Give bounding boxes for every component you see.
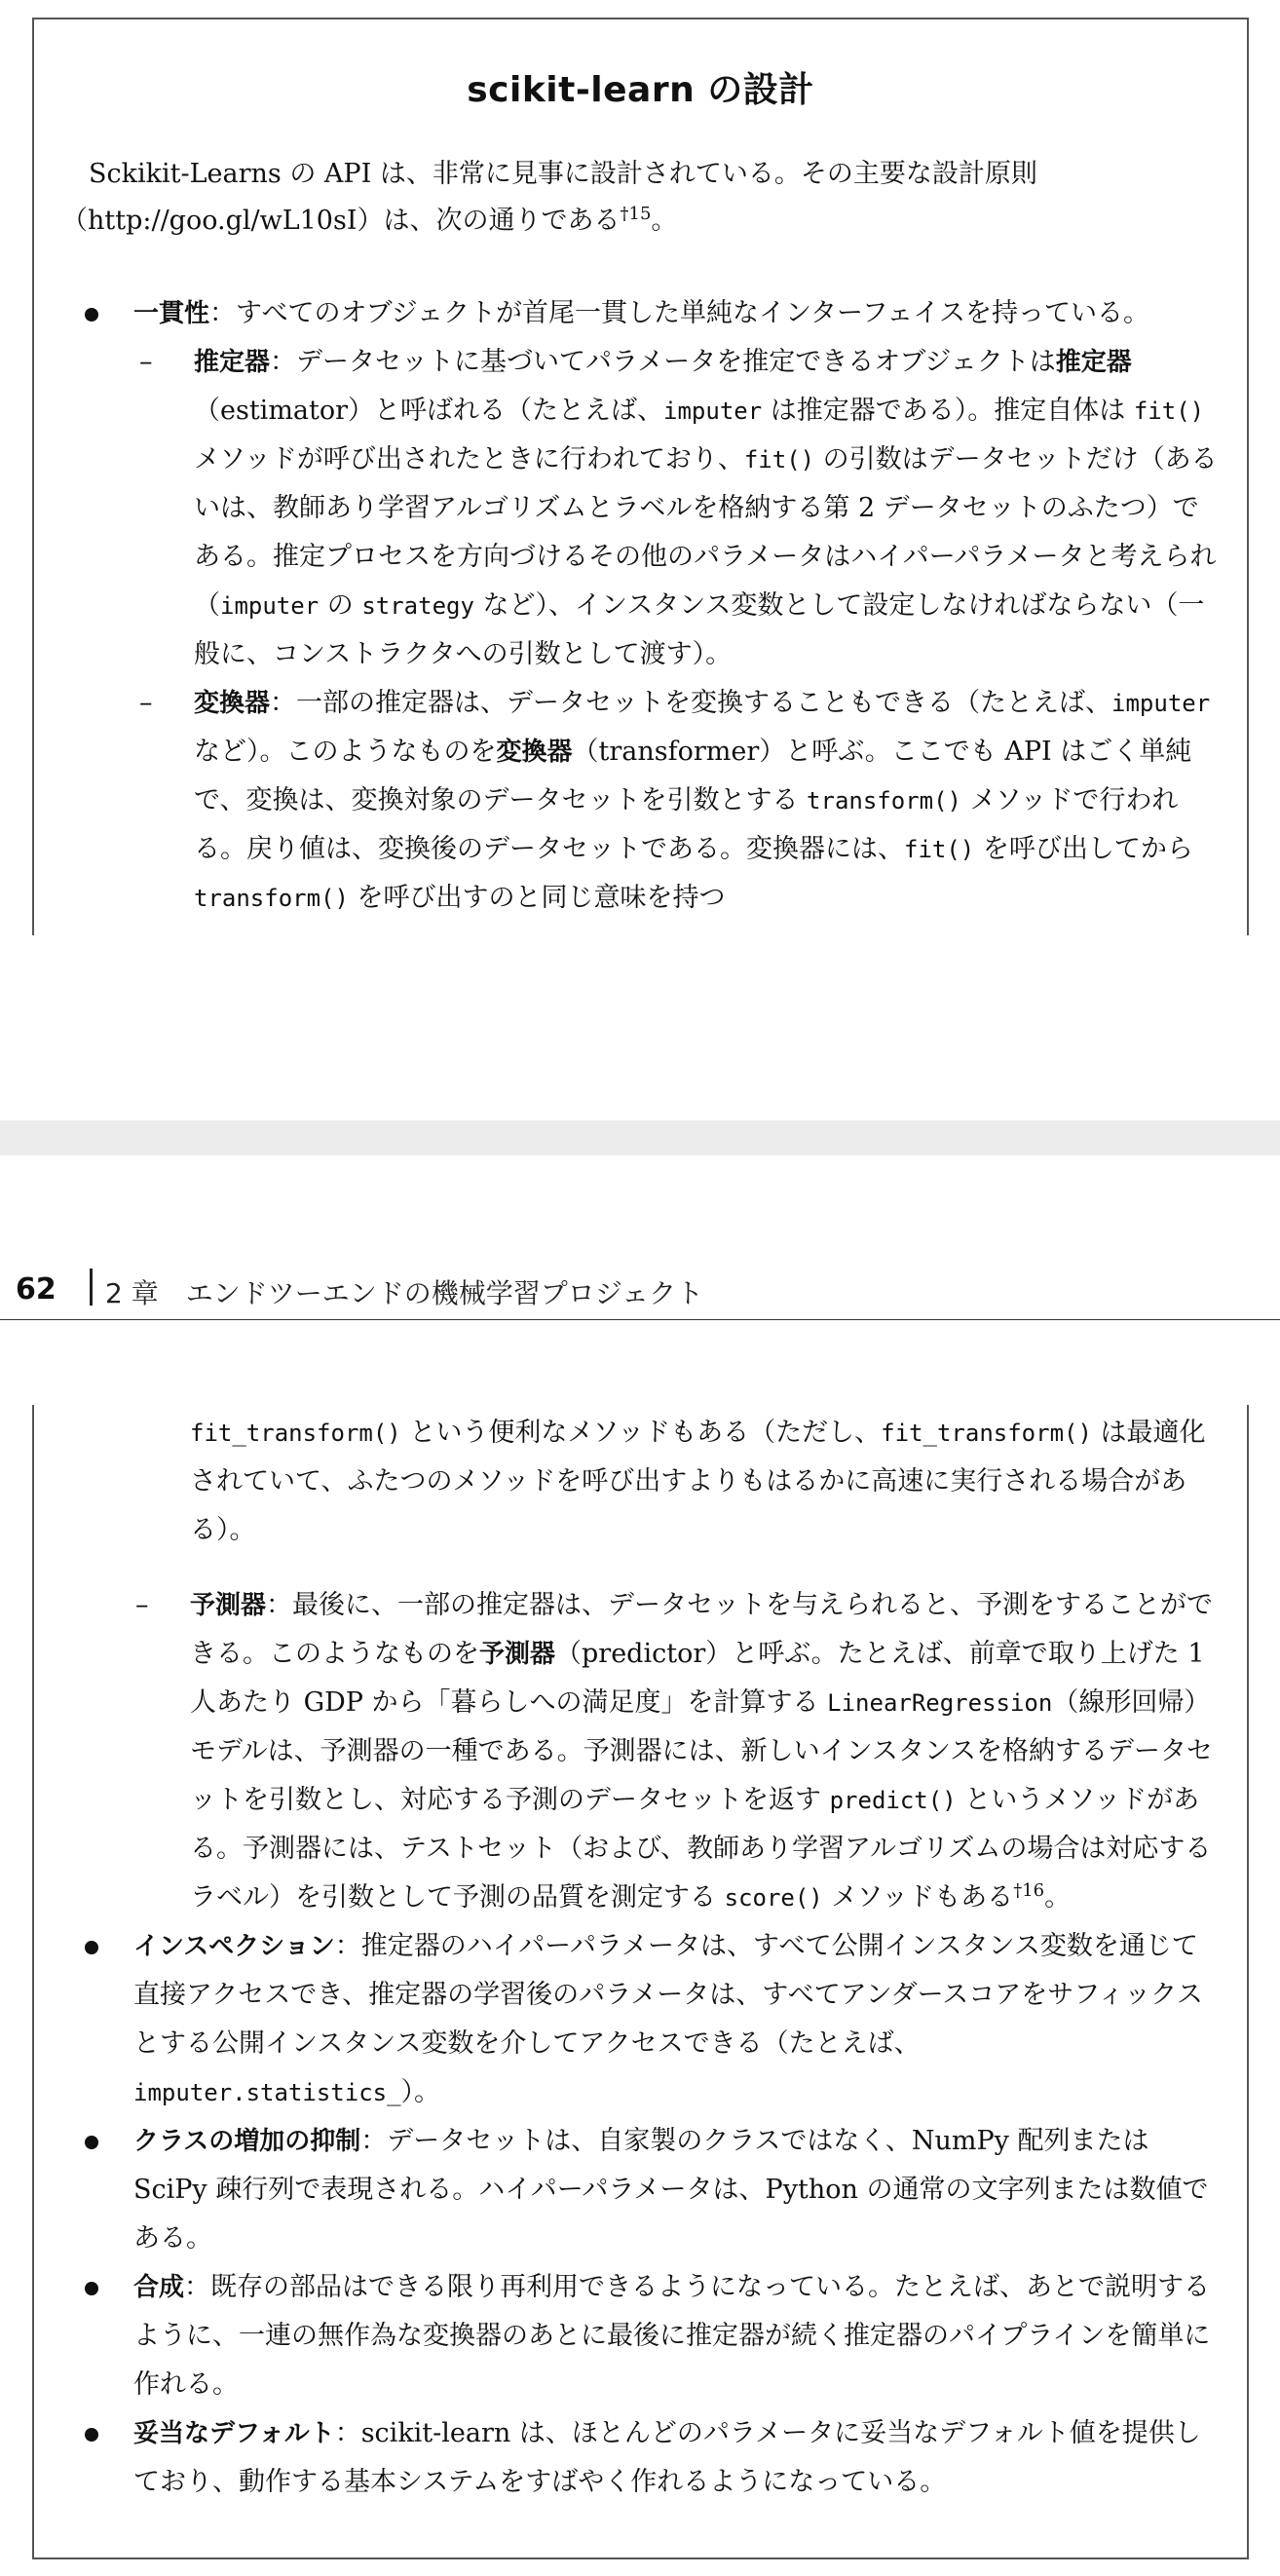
- code-imputer-2: imputer: [220, 592, 320, 620]
- code-fit-transform-2: fit_transform(): [881, 1420, 1092, 1447]
- code-imputer: imputer: [663, 398, 763, 425]
- box-title: scikit-learn の設計: [467, 70, 814, 110]
- term-estimator: 推定器: [194, 348, 271, 377]
- principle-consistency: [34, 289, 1247, 923]
- transformer-text-6: を呼び出すのと同じ意味を持つ: [348, 883, 726, 913]
- design-principles-list: [34, 289, 1247, 923]
- term-predictor: 予測器: [190, 1591, 267, 1620]
- page-separator: [0, 1120, 1280, 1155]
- principle-inspection: [34, 1922, 1247, 2117]
- transformer-text-2: など）。このようなものを: [194, 737, 497, 767]
- intro-end: 。: [651, 206, 678, 236]
- dash-marker: –: [135, 1590, 149, 1620]
- estimator-text-5: の引数はデータセットだけ（あるいは、教師あり学習アルゴリズムとラベルを格納する第 2 データセットのふたつ）である。推定プロセスを方向づけるその他のパラメータはハイパーパラメータと考えられ（: [194, 444, 1218, 621]
- code-fit-transform: fit_transform(): [190, 1420, 401, 1447]
- sub-transformer: [132, 679, 1218, 923]
- predictor-text-1: ：最後に、一部の推定器は、データセットを与えられると、予測をすることができる。このようなものを: [190, 1590, 1214, 1669]
- intro-text: Sckikit-Learns の API は、非常に見事に設計されている。その主要な設計原則（http://goo.gl/wL10sI）は、次の通りである: [61, 159, 1037, 236]
- term-estimator-2: 推定器: [1055, 348, 1132, 377]
- code-fit: fit(): [1133, 398, 1205, 425]
- dash-marker: –: [139, 347, 153, 377]
- consistency-sublist: [132, 338, 1218, 923]
- cont-text-1: という便利なメソッドもある（ただし、: [400, 1418, 882, 1448]
- code-transform: transform(): [807, 787, 961, 814]
- code-imputer-3: imputer: [1111, 690, 1211, 717]
- sub-predictor: [34, 1581, 1247, 1922]
- term-defaults: 妥当なデフォルト: [133, 2419, 335, 2448]
- code-linear-regression: LinearRegression: [827, 1689, 1053, 1717]
- bullet-dot: [85, 2282, 98, 2295]
- bottom-page: [0, 1155, 1280, 2576]
- term-consistency: 一貫性: [133, 299, 210, 328]
- code-strategy: strategy: [361, 592, 474, 620]
- predictor-text-3: （線形回帰）モデルは、予測器の一種である。予測器には、新しいインスタンスを格納するデータセットを引数とし、対応する予測のデータセットを返す: [190, 1687, 1214, 1815]
- term-predictor-2: 予測器: [479, 1640, 556, 1669]
- transformer-text-4: メソッドで行われる。戻り値は、変換後のデータセットである。変換器には、: [194, 785, 1179, 864]
- sub-estimator: [132, 338, 1218, 679]
- top-page-fragment: [0, 0, 1280, 1120]
- estimator-text-7: など）、インスタンス変数として設定しなければならない（一般に、コンストラクタへの引数として渡す）。: [194, 590, 1205, 669]
- term-nonproliferation: クラスの増加の抑制: [133, 2127, 361, 2156]
- intro-paragraph: [61, 151, 1216, 245]
- inspection-text-1: ：推定器のハイパーパラメータは、すべて公開インスタンス変数を通じて直接アクセスでき、推定器の学習後のパラメータは、すべてアンダースコアをサフィックスとする公開インスタンス変数を介してアクセスできる（たとえば、: [133, 1931, 1203, 2059]
- chapter-title: 2 章 エンドツーエンドの機械学習プロジェクト: [105, 1277, 704, 1309]
- code-fit-2: fit(): [743, 446, 815, 474]
- code-score: score(): [724, 1884, 823, 1912]
- dash-marker: –: [139, 688, 153, 718]
- bullet-dot: [85, 2136, 98, 2149]
- estimator-text-6: の: [319, 590, 362, 621]
- code-predict: predict(): [829, 1787, 957, 1814]
- predictor-text-5: メソッドもある: [822, 1882, 1014, 1913]
- inspection-text-2: ）。: [400, 2077, 441, 2107]
- defaults-text: ：scikit-learn は、ほとんどのパラメータに妥当なデフォルト値を提供しており、動作する基本システムをすばやく作れるようになっている。: [133, 2418, 1201, 2497]
- term-inspection: インスペクション: [133, 1932, 335, 1961]
- principle-composition: [34, 2263, 1247, 2409]
- code-transform-2: transform(): [194, 885, 349, 912]
- predictor-sublist: [34, 1581, 1247, 1922]
- composition-text: ：既存の部品はできる限り再利用できるようになっている。たとえば、あとで説明するように、一連の無作為な変換器のあとに最後に推定器が続く推定器のパイプラインを簡単に作れる。: [133, 2272, 1211, 2400]
- transformer-text-5: を呼び出してから: [974, 834, 1193, 864]
- transformer-text-3: （transformer）と呼ぶ。ここでも API はごく単純で、変換は、変換対象のデータセットを引数とする: [194, 737, 1192, 815]
- estimator-text-2: （estimator）と呼ばれる（たとえば、: [194, 396, 664, 426]
- bullet-dot: [85, 2428, 98, 2442]
- design-principles-list-cont: [34, 1922, 1247, 2507]
- sidebar-box-bottom: [32, 1405, 1249, 2559]
- estimator-text-1: ：データセットに基づいてパラメータを推定できるオブジェクトは: [270, 347, 1056, 377]
- principle-nonproliferation: [34, 2117, 1247, 2263]
- estimator-text-4: メソッドが呼び出されたときに行われており、: [194, 444, 744, 474]
- bullet-dot: [85, 308, 98, 322]
- nonproliferation-text: ：データセットは、自家製のクラスではなく、NumPy 配列または SciPy 疎行列で表現される。ハイパーパラメータは、Python の通常の文字列または数値である。: [133, 2126, 1209, 2254]
- estimator-text-3: は推定器である）。推定自体は: [762, 396, 1134, 426]
- running-header: [0, 1265, 1280, 1320]
- term-transformer-2: 変換器: [496, 738, 573, 767]
- page-number: 62: [16, 1272, 56, 1307]
- header-divider: [90, 1269, 93, 1306]
- predictor-text-2: （predictor）と呼ぶ。たとえば、前章で取り上げた 1 人あたり GDP から「暮らしへの満足度」を計算する: [190, 1639, 1205, 1718]
- footnote-ref-16: †16: [1013, 1880, 1045, 1901]
- footnote-ref-15: †15: [620, 204, 652, 224]
- predictor-text-4: というメソッドがある。予測器には、テストセット（および、教師あり学習アルゴリズムの場合は対応するラベル）を引数として予測の品質を測定する: [190, 1785, 1212, 1913]
- bullet-dot: [85, 1941, 98, 1954]
- principle-text: ：すべてのオブジェクトが首尾一貫した単純なインターフェイスを持っている。: [209, 298, 1149, 328]
- transformer-continuation: [34, 1409, 1247, 1555]
- code-imputer-statistics: imputer.statistics_: [133, 2079, 401, 2106]
- sidebar-box-top: [32, 18, 1249, 935]
- code-fit-3: fit(): [904, 836, 975, 863]
- principle-defaults: [34, 2409, 1247, 2507]
- predictor-end: 。: [1044, 1882, 1072, 1913]
- cont-text-2: は最適化されていて、ふたつのメソッドを呼び出すよりもはるかに高速に実行される場合がある）。: [190, 1418, 1206, 1545]
- term-composition: 合成: [133, 2273, 185, 2302]
- transformer-text-1: ：一部の推定器は、データセットを変換することもできる（たとえば、: [270, 688, 1112, 718]
- term-transformer: 変換器: [194, 689, 271, 718]
